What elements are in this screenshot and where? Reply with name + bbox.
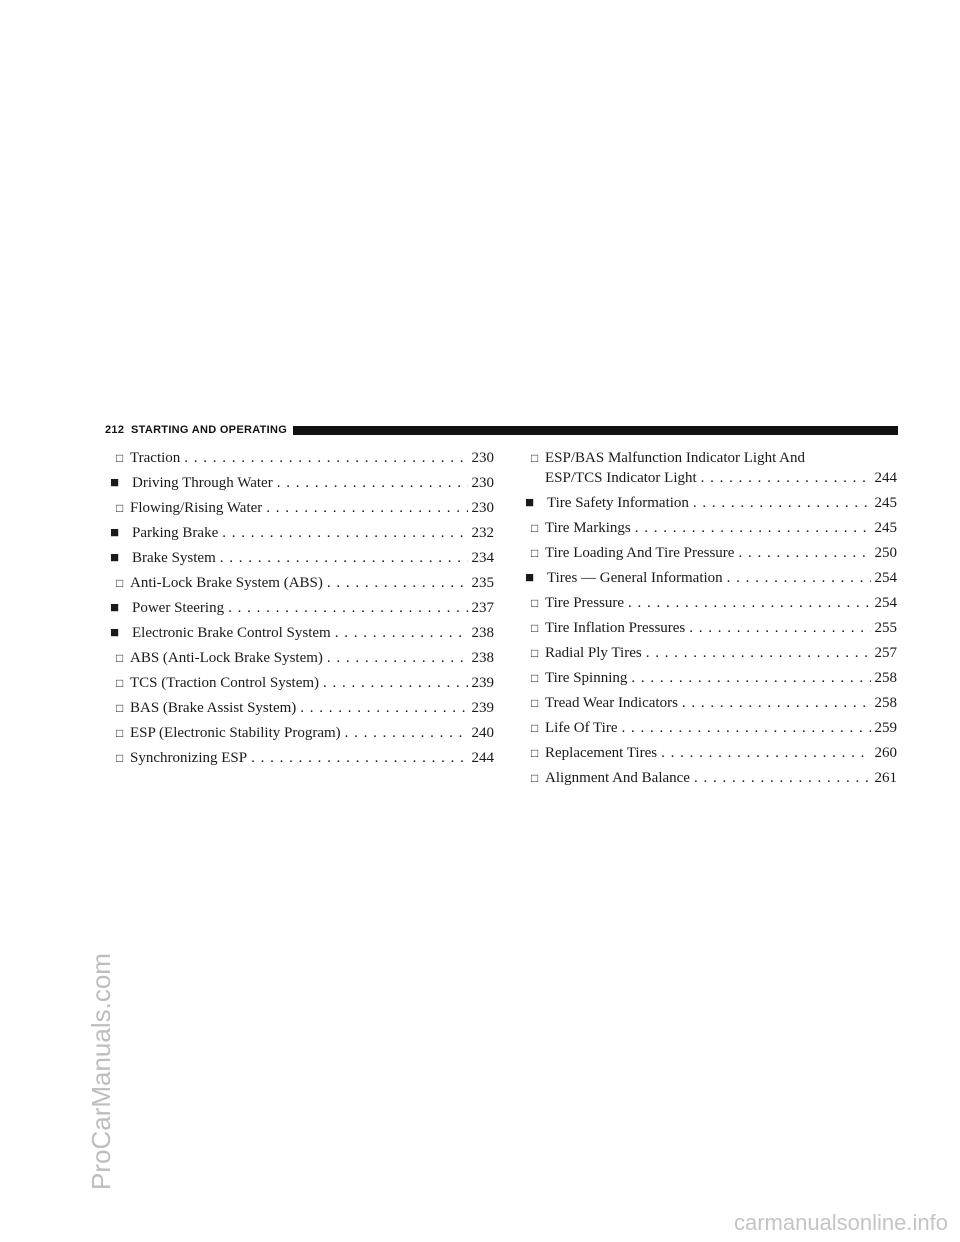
toc-entry-title: Tire Markings bbox=[545, 520, 631, 536]
header-title bbox=[105, 424, 293, 436]
square-filled-icon: ■ bbox=[110, 475, 120, 491]
toc-entry[interactable] bbox=[110, 673, 494, 693]
toc-entry[interactable] bbox=[525, 618, 897, 638]
square-outline-icon: □ bbox=[116, 751, 124, 765]
square-filled-icon: ■ bbox=[525, 570, 535, 586]
dot-leader bbox=[327, 573, 468, 593]
toc-entry-page: 260 bbox=[874, 745, 897, 761]
toc-entry-page: 238 bbox=[471, 625, 494, 641]
toc-entry-page: 239 bbox=[471, 675, 494, 691]
square-outline-icon: □ bbox=[531, 621, 539, 635]
toc-right-column bbox=[525, 448, 897, 793]
toc-entry-title: Tires — General Information bbox=[547, 570, 723, 586]
square-outline-icon: □ bbox=[116, 576, 124, 590]
square-outline-icon: □ bbox=[531, 546, 539, 560]
dot-leader bbox=[727, 568, 871, 588]
toc-entry[interactable] bbox=[525, 493, 897, 513]
dot-leader bbox=[631, 668, 870, 688]
toc-entry-title: Tire Inflation Pressures bbox=[545, 620, 686, 636]
toc-entry[interactable] bbox=[110, 598, 494, 618]
dot-leader bbox=[682, 693, 871, 713]
toc-entry[interactable] bbox=[525, 693, 897, 713]
toc-entry-title: Replacement Tires bbox=[545, 745, 658, 761]
toc-entry-title: Radial Ply Tires bbox=[545, 645, 642, 661]
dot-leader bbox=[266, 498, 467, 518]
toc-entry[interactable] bbox=[110, 723, 494, 743]
dot-leader bbox=[693, 493, 871, 513]
toc-entry-title: Tread Wear Indicators bbox=[545, 695, 678, 711]
dot-leader bbox=[184, 448, 467, 468]
toc-entry[interactable] bbox=[525, 543, 897, 563]
square-outline-icon: □ bbox=[531, 451, 539, 465]
square-outline-icon: □ bbox=[531, 646, 539, 660]
square-filled-icon: ■ bbox=[110, 600, 120, 616]
toc-entry-page: 230 bbox=[471, 475, 494, 491]
toc-entry-title: Traction bbox=[130, 450, 181, 466]
toc-entry-page: 254 bbox=[874, 595, 897, 611]
toc-entry-title: Life Of Tire bbox=[545, 720, 618, 736]
dot-leader bbox=[635, 518, 871, 538]
square-outline-icon: □ bbox=[116, 651, 124, 665]
toc-entry-page: 259 bbox=[874, 720, 897, 736]
page-number: 212 bbox=[105, 424, 125, 436]
square-filled-icon: ■ bbox=[110, 525, 120, 541]
dot-leader bbox=[251, 748, 467, 768]
toc-entry[interactable] bbox=[525, 643, 897, 663]
dot-leader bbox=[628, 593, 870, 613]
toc-entry-title: ESP (Electronic Stability Program) bbox=[130, 725, 341, 741]
toc-entry-page: 230 bbox=[471, 450, 494, 466]
square-outline-icon: □ bbox=[116, 451, 124, 465]
toc-entry-page: 238 bbox=[471, 650, 494, 666]
toc-entry[interactable] bbox=[525, 593, 897, 613]
page-header bbox=[105, 421, 898, 439]
dot-leader bbox=[345, 723, 468, 743]
square-outline-icon: □ bbox=[531, 521, 539, 535]
dot-leader bbox=[327, 648, 468, 668]
toc-entry[interactable] bbox=[110, 473, 494, 493]
toc-left-column bbox=[110, 448, 494, 773]
toc-entry[interactable] bbox=[110, 448, 494, 468]
toc-entry[interactable] bbox=[525, 743, 897, 763]
dot-leader bbox=[701, 468, 871, 488]
toc-entry-title-line1: ESP/BAS Malfunction Indicator Light And bbox=[545, 450, 805, 466]
toc-entry[interactable] bbox=[525, 768, 897, 788]
toc-entry-title: Tire Loading And Tire Pressure bbox=[545, 545, 735, 561]
dot-leader bbox=[228, 598, 467, 618]
toc-entry-page: 245 bbox=[874, 495, 897, 511]
square-outline-icon: □ bbox=[531, 771, 539, 785]
square-filled-icon: ■ bbox=[525, 495, 535, 511]
dot-leader bbox=[694, 768, 871, 788]
square-filled-icon: ■ bbox=[110, 550, 120, 566]
toc-entry-page: 245 bbox=[874, 520, 897, 536]
dot-leader bbox=[222, 523, 467, 543]
dot-leader bbox=[661, 743, 870, 763]
square-outline-icon: □ bbox=[116, 501, 124, 515]
toc-entry-page: 244 bbox=[874, 470, 897, 486]
toc-entry-title: Tire Pressure bbox=[545, 595, 625, 611]
dot-leader bbox=[323, 673, 467, 693]
toc-entry[interactable] bbox=[110, 623, 494, 643]
toc-entry[interactable] bbox=[525, 718, 897, 738]
dot-leader bbox=[335, 623, 468, 643]
toc-entry-title: Driving Through Water bbox=[132, 475, 273, 491]
toc-entry-title: ESP/TCS Indicator Light bbox=[545, 470, 697, 486]
square-outline-icon: □ bbox=[531, 596, 539, 610]
toc-entry-page: 254 bbox=[874, 570, 897, 586]
square-outline-icon: □ bbox=[116, 726, 124, 740]
dot-leader bbox=[689, 618, 870, 638]
dot-leader bbox=[220, 548, 468, 568]
toc-entry-title: Flowing/Rising Water bbox=[130, 500, 263, 516]
toc-entry-page: 230 bbox=[471, 500, 494, 516]
dot-leader bbox=[738, 543, 870, 563]
square-outline-icon: □ bbox=[116, 676, 124, 690]
section-title: STARTING AND OPERATING bbox=[130, 424, 288, 436]
dot-leader bbox=[277, 473, 468, 493]
square-outline-icon: □ bbox=[531, 671, 539, 685]
toc-entry-page: 235 bbox=[471, 575, 494, 591]
watermark-side: ProCarManuals.com bbox=[86, 953, 116, 1190]
toc-entry-title: Tire Safety Information bbox=[547, 495, 689, 511]
square-filled-icon: ■ bbox=[110, 625, 120, 641]
header-rule bbox=[293, 426, 898, 435]
square-outline-icon: □ bbox=[531, 746, 539, 760]
watermark-bottom: carmanualsonline.info bbox=[733, 1210, 948, 1235]
toc-entry-title: Power Steering bbox=[132, 600, 225, 616]
toc-entry[interactable] bbox=[525, 448, 897, 488]
toc-entry[interactable] bbox=[525, 668, 897, 688]
toc-entry-title: Brake System bbox=[132, 550, 216, 566]
toc-entry-page: 240 bbox=[471, 725, 494, 741]
square-outline-icon: □ bbox=[116, 701, 124, 715]
toc-entry-page: 237 bbox=[471, 600, 494, 616]
toc-entry[interactable] bbox=[110, 498, 494, 518]
toc-entry-page: 234 bbox=[471, 550, 494, 566]
toc-entry[interactable] bbox=[110, 698, 494, 718]
dot-leader bbox=[622, 718, 871, 738]
toc-entry-title: Anti-Lock Brake System (ABS) bbox=[130, 575, 323, 591]
toc-entry-page: 261 bbox=[874, 770, 897, 786]
toc-entry[interactable] bbox=[110, 573, 494, 593]
square-outline-icon: □ bbox=[531, 721, 539, 735]
toc-entry[interactable] bbox=[525, 518, 897, 538]
toc-entry-title: ABS (Anti-Lock Brake System) bbox=[130, 650, 323, 666]
toc-entry-title: Parking Brake bbox=[132, 525, 219, 541]
toc-entry-page: 244 bbox=[471, 750, 494, 766]
toc-entry[interactable] bbox=[525, 568, 897, 588]
toc-entry-page: 239 bbox=[471, 700, 494, 716]
toc-entry-title: Synchronizing ESP bbox=[130, 750, 248, 766]
toc-entry-page: 258 bbox=[874, 670, 897, 686]
toc-entry-page: 258 bbox=[874, 695, 897, 711]
toc-entry-title: Electronic Brake Control System bbox=[132, 625, 331, 641]
toc-entry[interactable] bbox=[110, 548, 494, 568]
toc-entry[interactable] bbox=[110, 748, 494, 768]
dot-leader bbox=[646, 643, 871, 663]
toc-entry-page: 255 bbox=[874, 620, 897, 636]
toc-entry-page: 257 bbox=[874, 645, 897, 661]
toc-entry[interactable] bbox=[110, 523, 494, 543]
toc-entry-page: 232 bbox=[471, 525, 494, 541]
dot-leader bbox=[300, 698, 467, 718]
toc-entry-title: Alignment And Balance bbox=[545, 770, 690, 786]
toc-entry-title: Tire Spinning bbox=[545, 670, 628, 686]
square-outline-icon: □ bbox=[531, 696, 539, 710]
toc-entry-page: 250 bbox=[874, 545, 897, 561]
toc-entry-title: BAS (Brake Assist System) bbox=[130, 700, 297, 716]
toc-entry-title: TCS (Traction Control System) bbox=[130, 675, 320, 691]
toc-entry[interactable] bbox=[110, 648, 494, 668]
